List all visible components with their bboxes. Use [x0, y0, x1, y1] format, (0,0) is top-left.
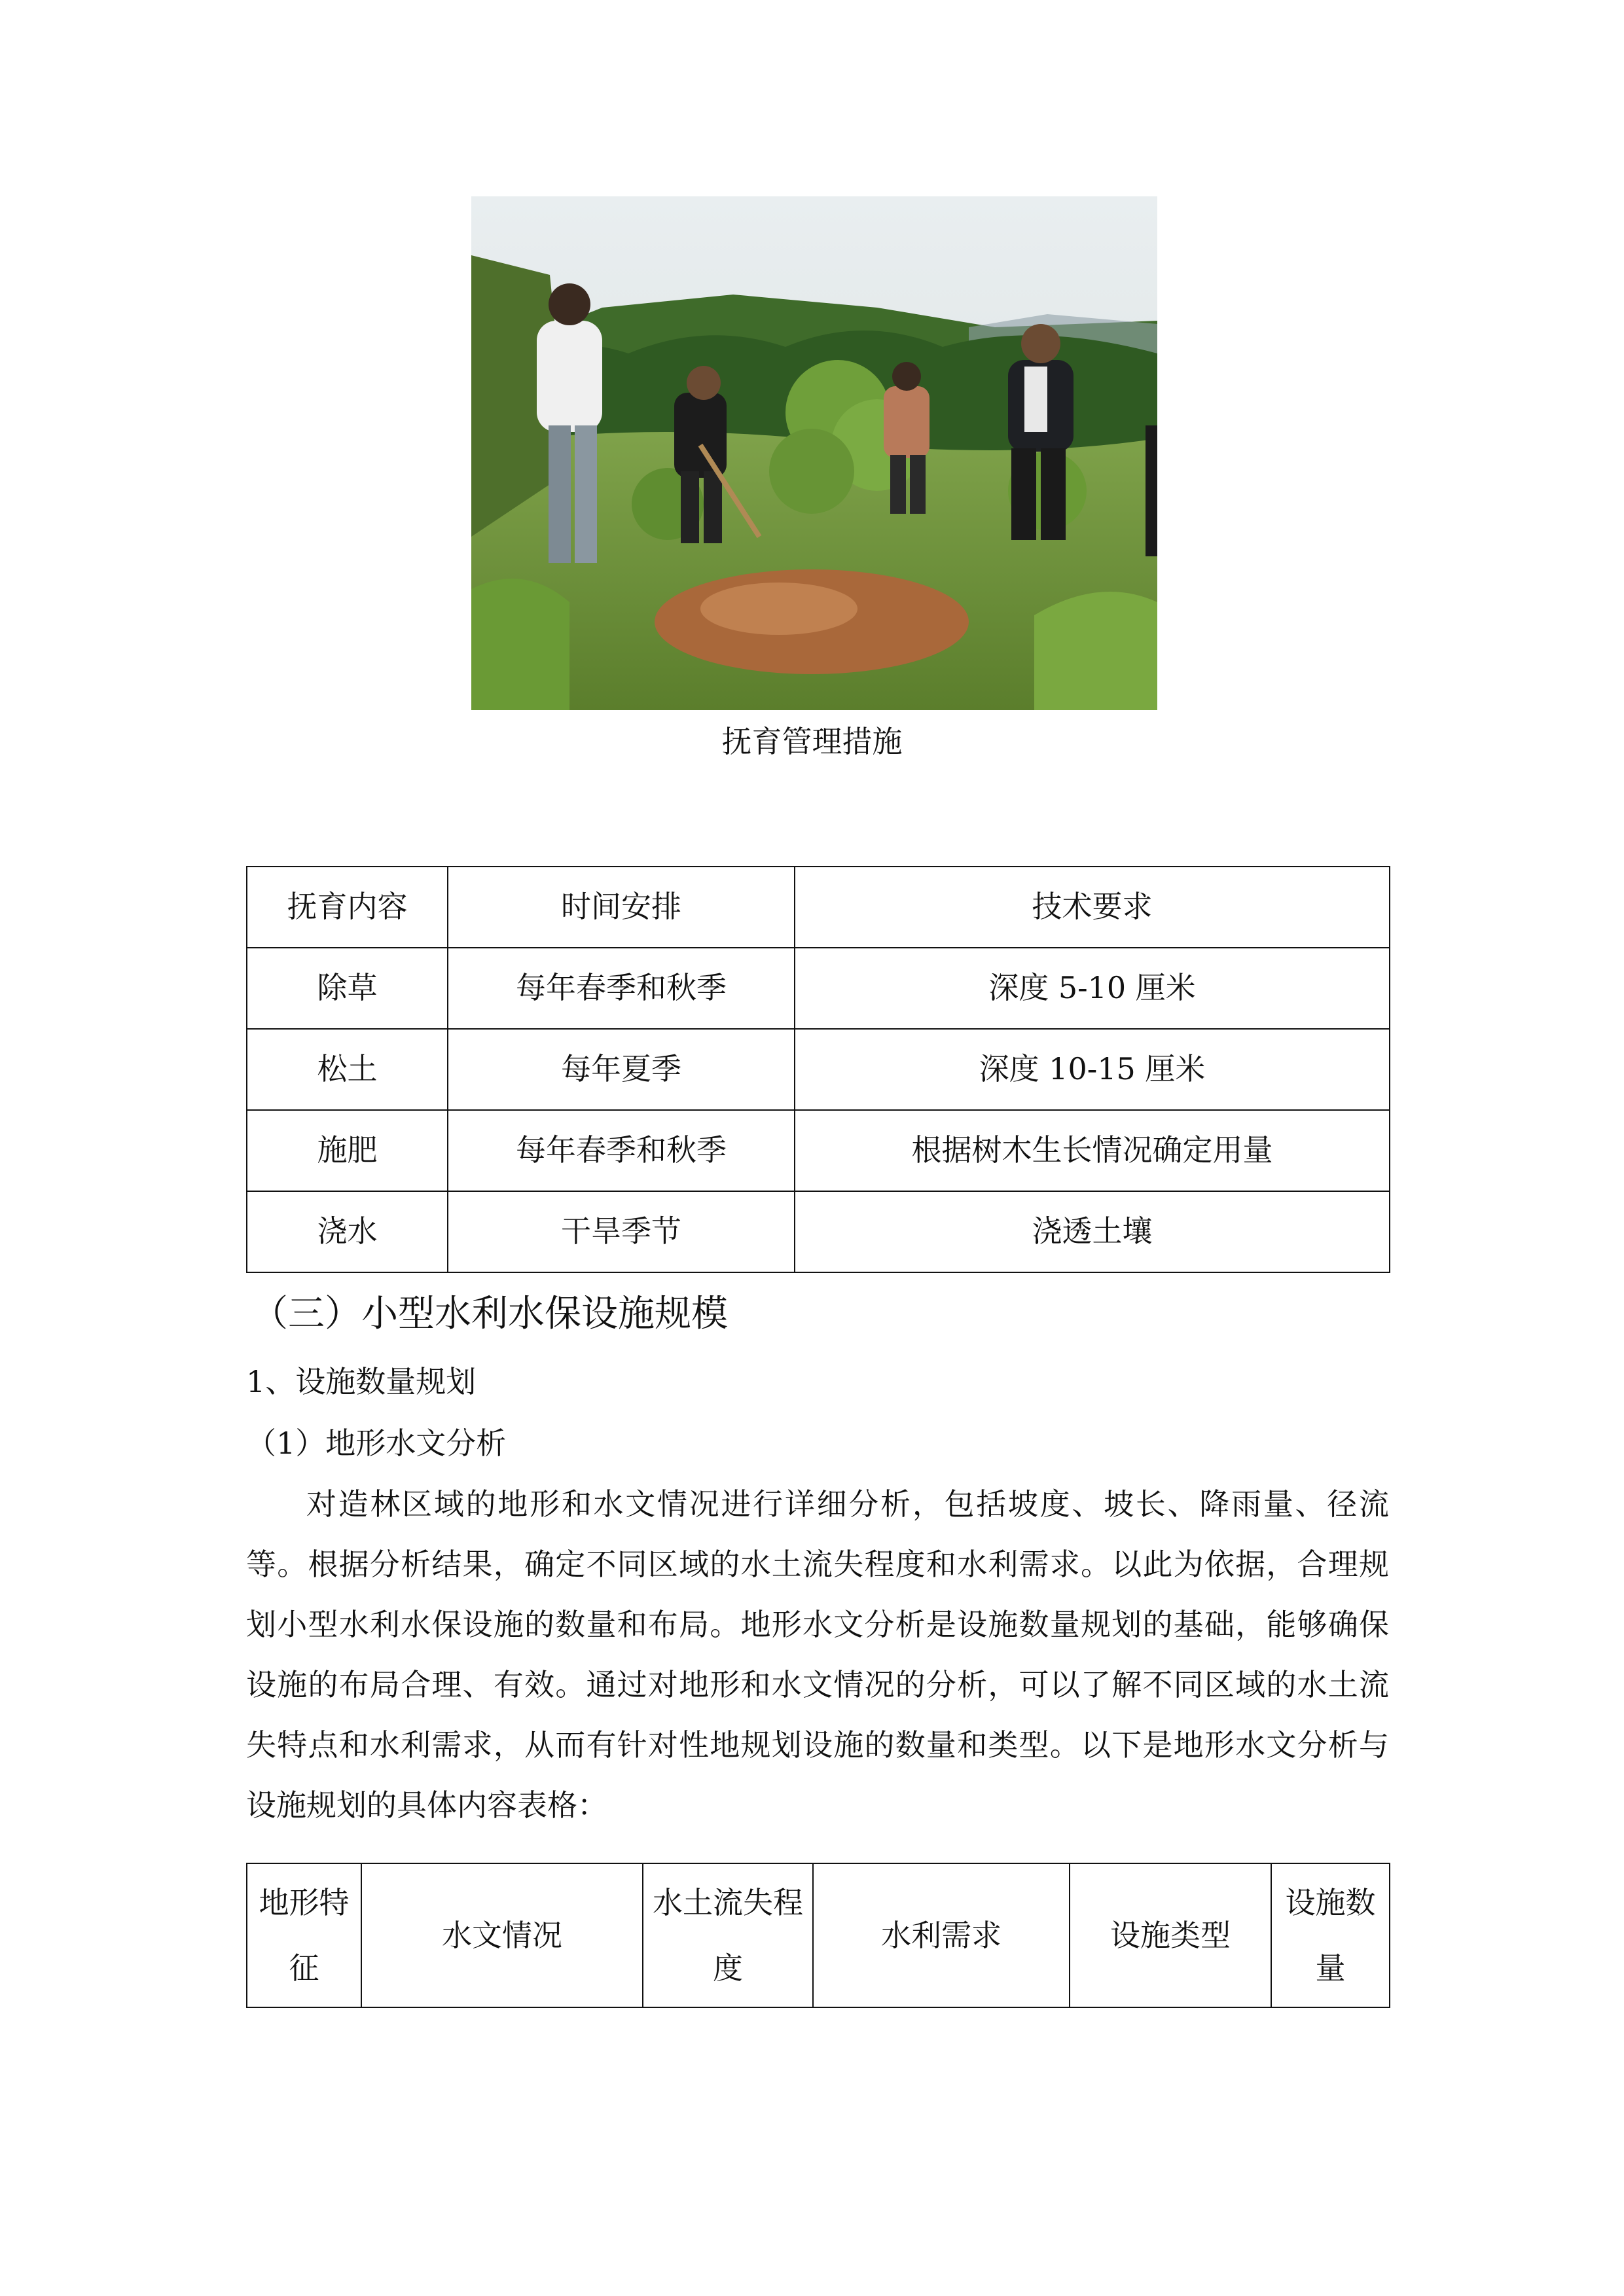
table-cell: 浇水 — [247, 1191, 448, 1272]
subsubsection-heading: （1）地形水文分析 — [246, 1426, 507, 1461]
table-header-cell: 设施数量 — [1271, 1863, 1390, 2007]
table-cell: 深度 5-10 厘米 — [795, 948, 1390, 1029]
table-header-cell: 抚育内容 — [247, 867, 448, 948]
table-cell: 干旱季节 — [448, 1191, 795, 1272]
table-row — [247, 1191, 1390, 1272]
terrain-hydrology-table — [246, 1863, 1390, 2008]
table-header-cell: 水文情况 — [361, 1863, 643, 2007]
table-cell: 施肥 — [247, 1110, 448, 1191]
table-header-cell: 技术要求 — [795, 867, 1390, 948]
table-cell: 每年春季和秋季 — [448, 1110, 795, 1191]
table-header-cell: 水利需求 — [813, 1863, 1070, 2007]
table-row — [247, 1029, 1390, 1110]
section-heading: （三）小型水利水保设施规模 — [251, 1293, 728, 1335]
figure-caption: 抚育管理措施 — [721, 724, 903, 759]
table-header-cell: 设施类型 — [1070, 1863, 1271, 2007]
table-cell: 浇透土壤 — [795, 1191, 1390, 1272]
table-header-cell: 地形特征 — [247, 1863, 361, 2007]
table-cell: 深度 10-15 厘米 — [795, 1029, 1390, 1110]
table-cell: 每年夏季 — [448, 1029, 795, 1110]
table-header-cell: 水土流失程度 — [643, 1863, 813, 2007]
table-cell: 除草 — [247, 948, 448, 1029]
table-cell: 松土 — [247, 1029, 448, 1110]
table-header-cell: 时间安排 — [448, 867, 795, 948]
forest-tending-photo — [471, 196, 1157, 710]
body-paragraph: 对造林区域的地形和水文情况进行详细分析，包括坡度、坡长、降雨量、径流等。根据分析结果，确定不同区域的水土流失程度和水利需求。以此为依据，合理规划小型水利水保设施的数量和布局。地形水文分析是设施数量规划的基础，能够确保设施的布局合理、有效。通过对地形和水文情况的分析，可以了解不同区域的水土流失特点和水利需求，从而有针对性地规划设施的数量和类型。以下是地形水文分析与设施规划的具体内容表格： — [246, 1486, 1389, 1823]
table-header-row — [247, 867, 1390, 948]
photo-illustration — [471, 196, 1157, 710]
table-header-row — [247, 1863, 1390, 2007]
subsection-heading: 1、设施数量规划 — [246, 1364, 477, 1399]
table-cell: 每年春季和秋季 — [448, 948, 795, 1029]
table-cell: 根据树木生长情况确定用量 — [795, 1110, 1390, 1191]
table-row — [247, 948, 1390, 1029]
tending-table — [246, 866, 1390, 1273]
table-row — [247, 1110, 1390, 1191]
